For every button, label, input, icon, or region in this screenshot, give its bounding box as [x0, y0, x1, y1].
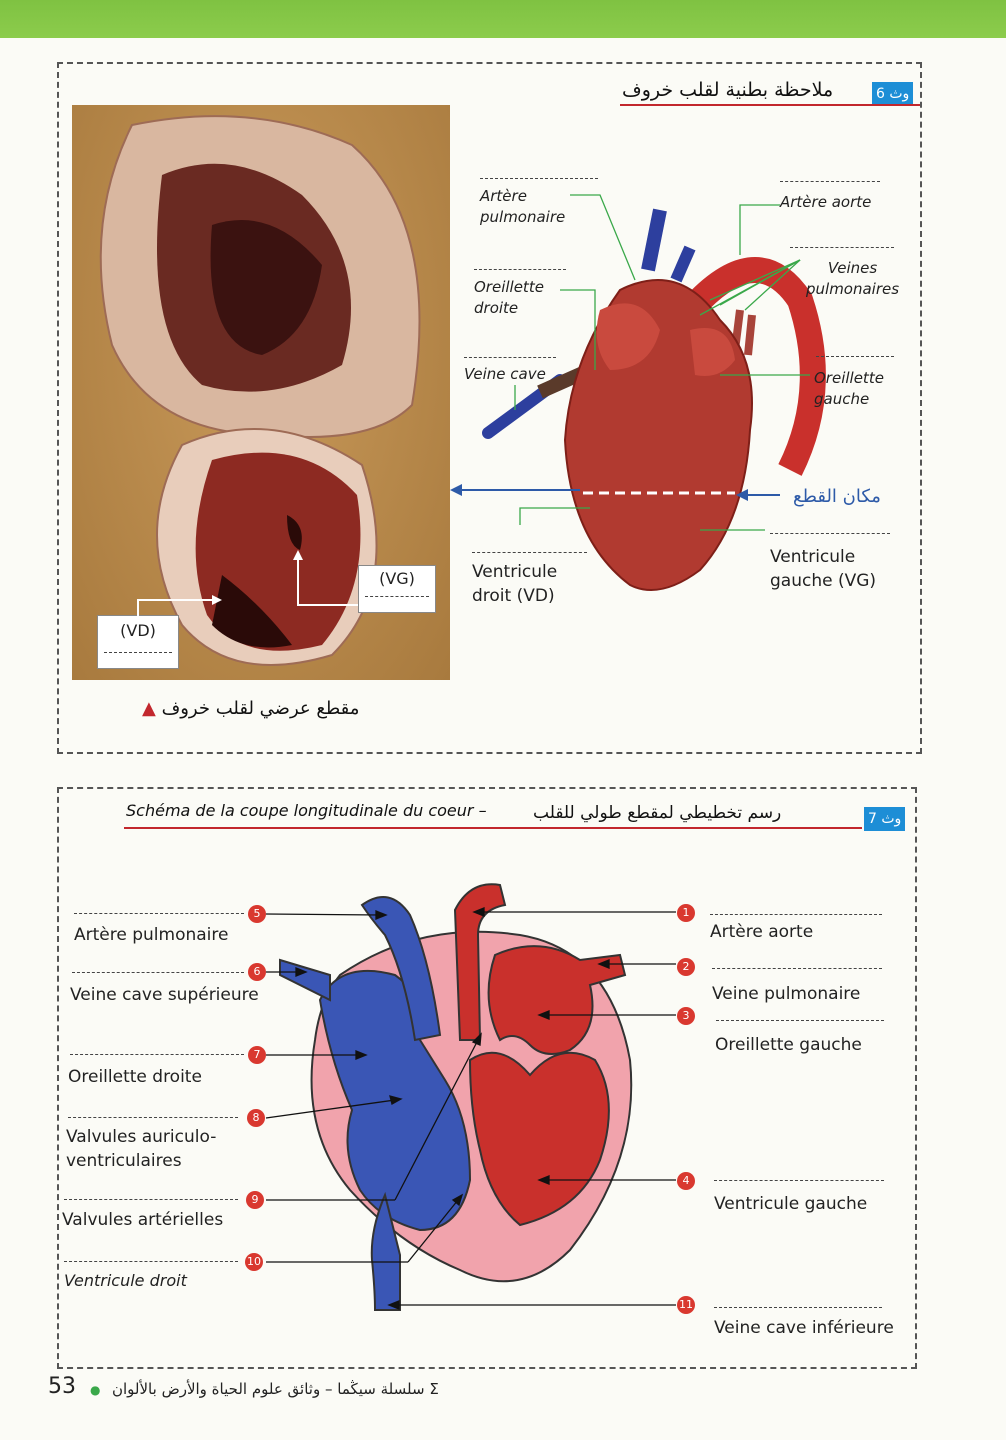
caption-triangle-icon: ▲: [142, 698, 156, 719]
footer-series: [112, 1380, 439, 1398]
label-veine-cave: Veine cave: [464, 365, 546, 383]
label-ventricule-droit: Ventricule droit (VD): [472, 562, 558, 606]
doc7-title-fr: Schéma de la coupe longitudinale du coeur –: [126, 801, 487, 820]
label-veines-pulmonaires: Veines pulmonaires: [806, 259, 900, 298]
label-artere-pulmonaire: Artère pulmonaire: [480, 187, 566, 226]
label-artere-aorte: Artère aorte: [780, 193, 872, 211]
marker-11: 11: [677, 1296, 695, 1314]
photo-vg-label: (VG): [379, 569, 415, 588]
footer-dot-icon: ●: [90, 1383, 101, 1397]
page-number: 53: [48, 1374, 76, 1399]
doc7-label-valvules-arterielles: Valvules artérielles: [62, 1210, 224, 1230]
photo-vd-label: (VD): [120, 621, 156, 640]
label-oreillette-gauche: Oreillette gauche: [814, 369, 884, 408]
marker-3: 3: [677, 1007, 695, 1025]
sigma-icon: Σ: [429, 1380, 439, 1398]
doc6-badge: وث 6: [872, 82, 913, 106]
doc7-title-ar: رسم تخطيطي لمقطع طولي للقلب: [533, 803, 782, 823]
marker-9: 9: [246, 1191, 264, 1209]
marker-5: 5: [248, 905, 266, 923]
photo-caption-text: مقطع عرضي لقلب خروف: [161, 698, 360, 719]
doc7-label-ventricule-gauche: Ventricule gauche: [714, 1194, 868, 1214]
label-cut-place: مكان القطع: [793, 486, 881, 507]
marker-7: 7: [248, 1046, 266, 1064]
marker-6: 6: [248, 963, 266, 981]
marker-2: 2: [677, 958, 695, 976]
doc7-label-veine-cave-superieure: Veine cave supérieure: [70, 985, 259, 1005]
doc7-label-valvules-auriculo: Valvules auriculo- ventriculaires: [66, 1127, 217, 1171]
doc7-label-ventricule-droit: Ventricule droit: [64, 1271, 187, 1290]
doc7-label-artere-pulmonaire: Artère pulmonaire: [74, 925, 229, 945]
doc7-label-oreillette-gauche: Oreillette gauche: [715, 1035, 862, 1055]
marker-4: 4: [677, 1172, 695, 1190]
footer-series-text: سلسلة سيڭما – وثائق علوم الحياة والأرض بالألوان: [112, 1380, 425, 1398]
doc7-label-veine-pulmonaire: Veine pulmonaire: [712, 984, 861, 1004]
doc7-label-artere-aorte: Artère aorte: [710, 922, 814, 942]
doc7-label-oreillette-droite: Oreillette droite: [68, 1067, 202, 1087]
doc7-badge: وث 7: [864, 807, 905, 831]
marker-10: 10: [245, 1253, 263, 1271]
doc6-title: ملاحظة بطنية لقلب خروف: [622, 79, 834, 101]
label-ventricule-gauche: Ventricule gauche (VG): [770, 547, 877, 591]
label-oreillette-droite: Oreillette droite: [474, 278, 544, 317]
marker-1: 1: [677, 904, 695, 922]
doc7-label-veine-cave-inferieure: Veine cave inférieure: [714, 1318, 894, 1338]
marker-8: 8: [247, 1109, 265, 1127]
